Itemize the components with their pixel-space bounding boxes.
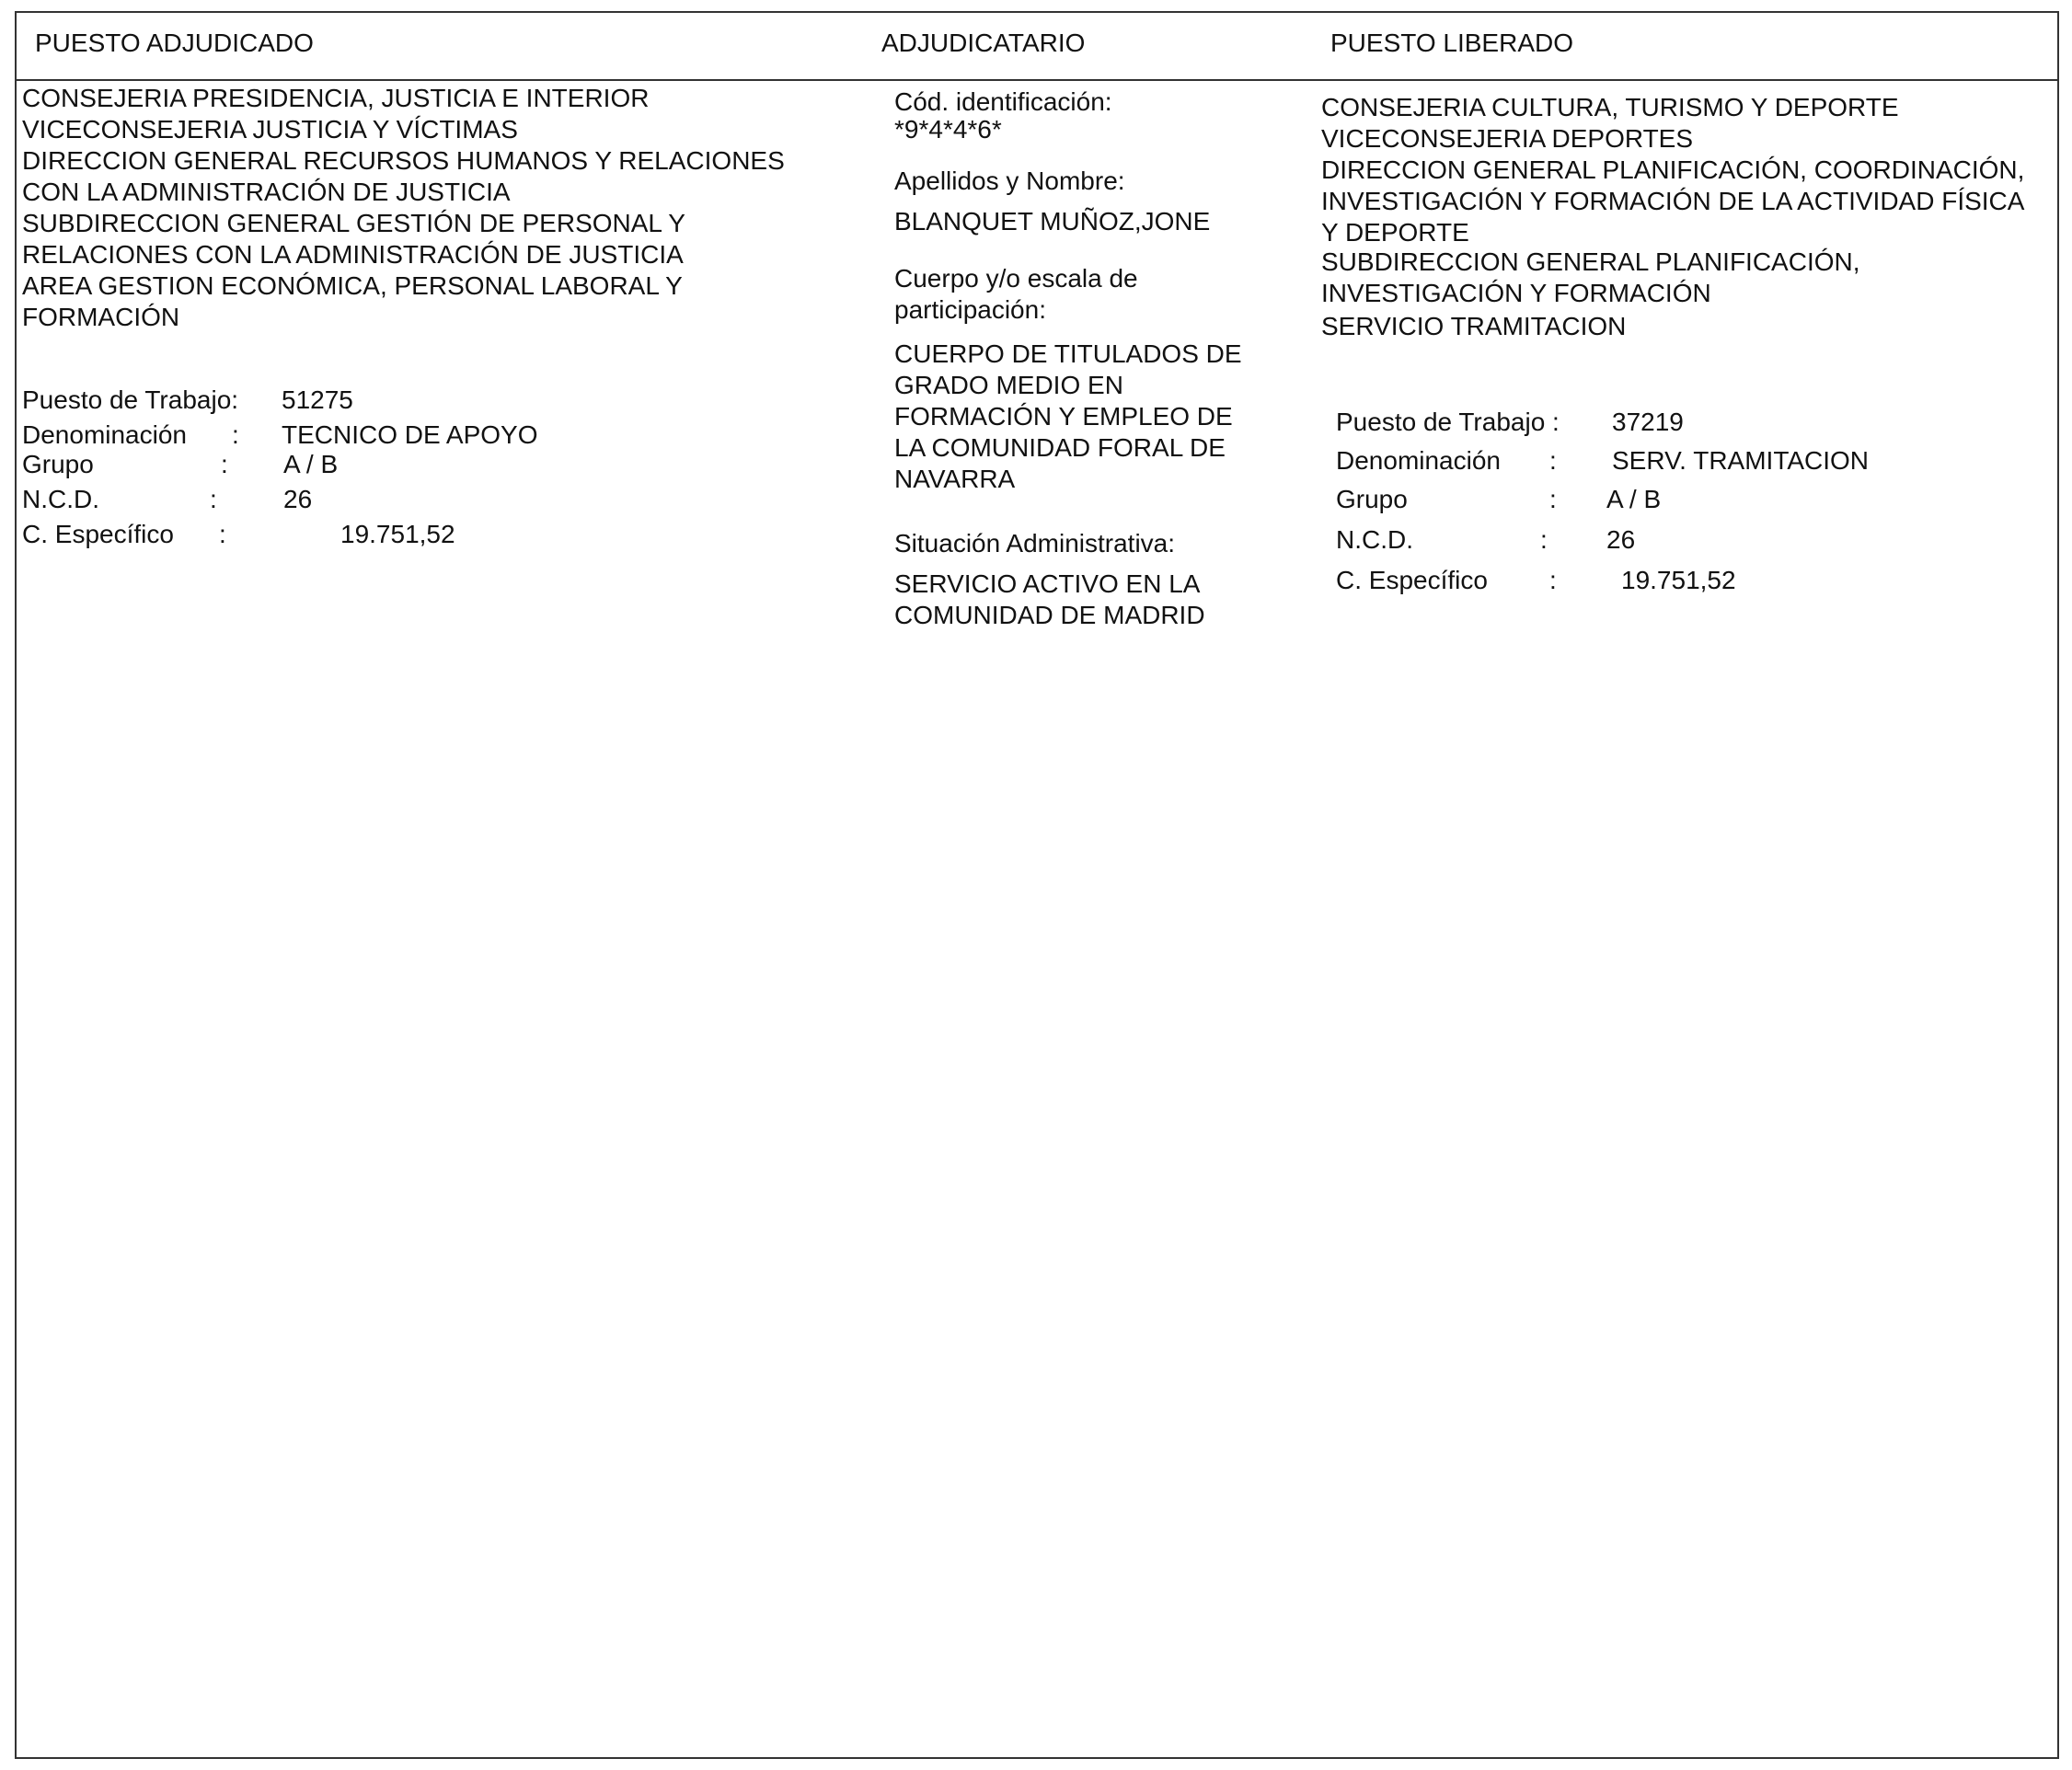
adjudicado-especifico-value: 19.751,52 xyxy=(340,520,455,548)
adjudicado-ncd-value: 26 xyxy=(283,485,313,513)
header-puesto-adjudicado: PUESTO ADJUDICADO xyxy=(35,29,314,57)
adjudicado-denominacion-colon: : xyxy=(232,420,239,449)
adjudicatario-nombre-label: Apellidos y Nombre: xyxy=(894,167,1125,195)
adjudicatario-cuerpo-value: LA COMUNIDAD FORAL DE xyxy=(894,433,1226,462)
adjudicatario-cod-value: *9*4*4*6* xyxy=(894,115,1002,144)
adjudicado-org-line: VICECONSEJERIA JUSTICIA Y VÍCTIMAS xyxy=(22,115,518,144)
adjudicado-org-line: DIRECCION GENERAL RECURSOS HUMANOS Y RELACIONES xyxy=(22,146,785,175)
liberado-org-line: DIRECCION GENERAL PLANIFICACIÓN, COORDINACIÓN, xyxy=(1321,155,2025,184)
adjudicatario-situacion-label: Situación Administrativa: xyxy=(894,529,1176,557)
liberado-org-line: SUBDIRECCION GENERAL PLANIFICACIÓN, xyxy=(1321,247,1860,276)
adjudicado-org-line: RELACIONES CON LA ADMINISTRACIÓN DE JUSTICIA xyxy=(22,240,684,269)
liberado-especifico-value: 19.751,52 xyxy=(1621,566,1736,594)
adjudicado-org-line: AREA GESTION ECONÓMICA, PERSONAL LABORAL Y xyxy=(22,271,683,300)
liberado-org-line: VICECONSEJERIA DEPORTES xyxy=(1321,124,1694,153)
adjudicatario-cuerpo-value: CUERPO DE TITULADOS DE xyxy=(894,339,1242,368)
adjudicatario-situacion-value: SERVICIO ACTIVO EN LA xyxy=(894,569,1201,598)
adjudicatario-cuerpo-value: FORMACIÓN Y EMPLEO DE xyxy=(894,402,1233,431)
liberado-org-line: CONSEJERIA CULTURA, TURISMO Y DEPORTE xyxy=(1321,93,1899,121)
adjudicado-denominacion-value: TECNICO DE APOYO xyxy=(282,420,538,449)
liberado-denominacion-label: Denominación xyxy=(1336,446,1501,475)
adjudicado-org-line: SUBDIRECCION GENERAL GESTIÓN DE PERSONAL Y xyxy=(22,209,685,237)
adjudicado-ncd-colon: : xyxy=(210,485,217,513)
adjudicatario-cuerpo-value: NAVARRA xyxy=(894,465,1016,493)
liberado-ncd-label: N.C.D. xyxy=(1336,525,1413,554)
header-divider xyxy=(15,79,2059,81)
liberado-denominacion-colon: : xyxy=(1549,446,1557,475)
adjudicatario-cuerpo-label: participación: xyxy=(894,295,1046,324)
adjudicado-especifico-colon: : xyxy=(219,520,226,548)
adjudicado-puesto-value: 51275 xyxy=(282,385,353,414)
liberado-grupo-value: A / B xyxy=(1606,485,1662,513)
adjudicado-puesto-label: Puesto de Trabajo: xyxy=(22,385,239,414)
adjudicado-grupo-value: A / B xyxy=(283,450,339,478)
adjudicado-denominacion-label: Denominación xyxy=(22,420,187,449)
liberado-ncd-value: 26 xyxy=(1606,525,1636,554)
liberado-org-line: SERVICIO TRAMITACION xyxy=(1321,312,1627,340)
adjudicatario-situacion-value: COMUNIDAD DE MADRID xyxy=(894,601,1205,629)
adjudicado-org-line: CON LA ADMINISTRACIÓN DE JUSTICIA xyxy=(22,178,511,206)
adjudicatario-nombre-value: BLANQUET MUÑOZ,JONE xyxy=(894,207,1211,236)
adjudicado-grupo-colon: : xyxy=(221,450,228,478)
adjudicado-org-line: CONSEJERIA PRESIDENCIA, JUSTICIA E INTERIOR xyxy=(22,84,650,112)
liberado-especifico-label: C. Específico xyxy=(1336,566,1488,594)
adjudicado-ncd-label: N.C.D. xyxy=(22,485,99,513)
adjudicado-org-line: FORMACIÓN xyxy=(22,303,180,331)
header-adjudicatario: ADJUDICATARIO xyxy=(881,29,1086,57)
liberado-puesto-label: Puesto de Trabajo : xyxy=(1336,408,1560,436)
adjudicatario-cuerpo-label: Cuerpo y/o escala de xyxy=(894,264,1138,293)
liberado-denominacion-value: SERV. TRAMITACION xyxy=(1612,446,1870,475)
adjudicatario-cuerpo-value: GRADO MEDIO EN xyxy=(894,371,1123,399)
liberado-puesto-value: 37219 xyxy=(1612,408,1684,436)
adjudicado-grupo-label: Grupo xyxy=(22,450,94,478)
adjudicado-especifico-label: C. Específico xyxy=(22,520,174,548)
header-puesto-liberado: PUESTO LIBERADO xyxy=(1330,29,1574,57)
liberado-org-line: INVESTIGACIÓN Y FORMACIÓN xyxy=(1321,279,1711,307)
liberado-grupo-colon: : xyxy=(1549,485,1557,513)
liberado-especifico-colon: : xyxy=(1549,566,1557,594)
liberado-grupo-label: Grupo xyxy=(1336,485,1408,513)
liberado-org-line: Y DEPORTE xyxy=(1321,218,1469,247)
adjudicatario-cod-label: Cód. identificación: xyxy=(894,87,1112,116)
liberado-ncd-colon: : xyxy=(1540,525,1548,554)
liberado-org-line: INVESTIGACIÓN Y FORMACIÓN DE LA ACTIVIDAD FÍSICA xyxy=(1321,187,2025,215)
